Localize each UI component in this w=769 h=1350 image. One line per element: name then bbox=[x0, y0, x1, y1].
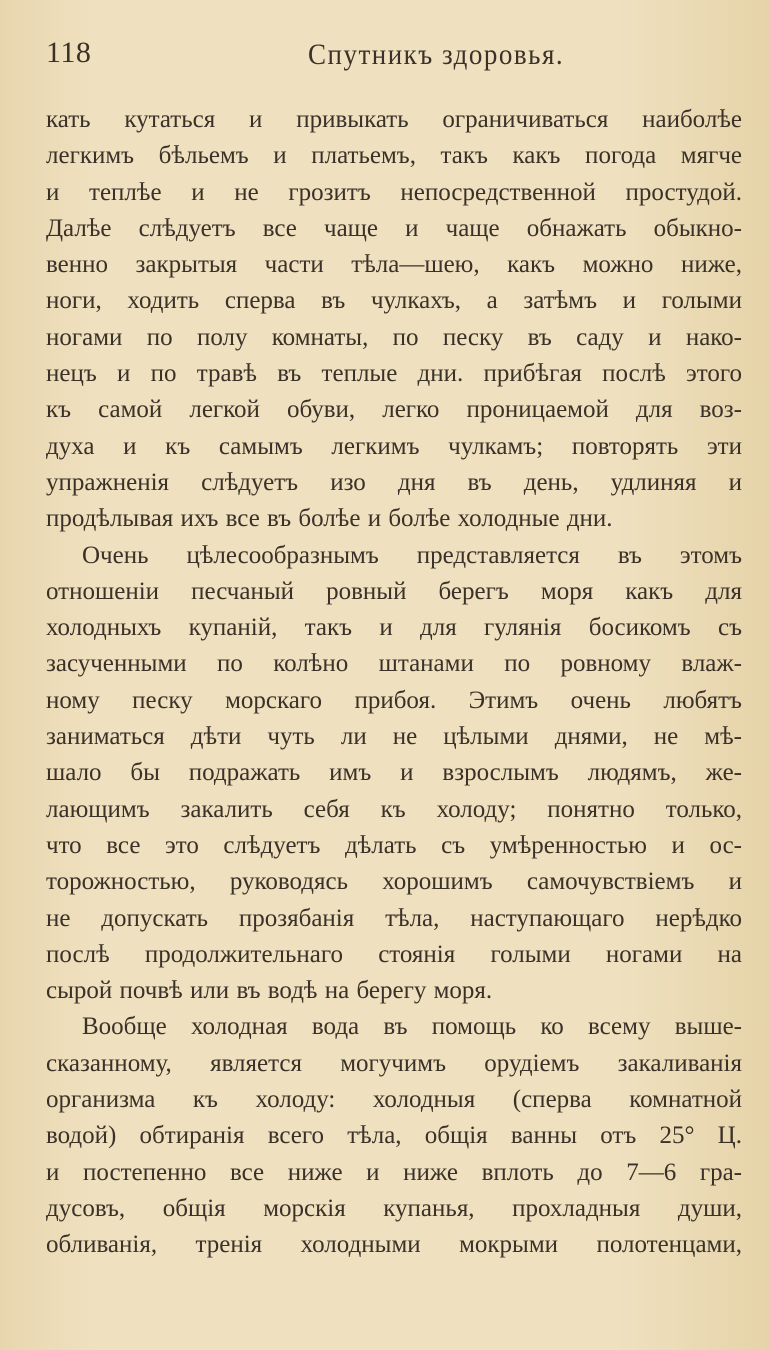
text-line: къ самой легкой обуви, легко проницаемой для воз- bbox=[46, 396, 742, 424]
text-line: не допускать прозябанія тѣла, наступающаго нерѣдко bbox=[46, 904, 742, 932]
text-line: шало бы подражать имъ и взрослымъ людямъ, же- bbox=[46, 759, 742, 787]
text-line: обливанія, тренія холодными мокрыми полотенцами, bbox=[46, 1231, 742, 1259]
paragraph-start-line: Очень цѣлесообразнымъ представляется въ этомъ bbox=[82, 541, 742, 569]
page-number: 118 bbox=[46, 36, 92, 69]
text-line: что все это слѣдуетъ дѣлать съ умѣренностью и ос- bbox=[46, 831, 742, 859]
text-line: отношеніи песчаный ровный берегъ моря какъ для bbox=[46, 577, 742, 605]
text-line: упражненія слѣдуетъ изо дня въ день, удлиняя и bbox=[46, 468, 742, 496]
text-line: ному песку морскаго прибоя. Этимъ очень любятъ bbox=[46, 686, 742, 714]
text-line: холодныхъ купаній, такъ и для гулянія босикомъ съ bbox=[46, 614, 742, 642]
text-line: духа и къ самымъ легкимъ чулкамъ; повторять эти bbox=[46, 432, 742, 460]
text-line: нецъ и по травѣ въ теплые дни. прибѣгая послѣ этого bbox=[46, 360, 742, 388]
text-line: продѣлывая ихъ все въ болѣе и болѣе холодные дни. bbox=[46, 505, 613, 533]
text-line: торожностью, руководясь хорошимъ самочувствіемъ и bbox=[46, 868, 742, 896]
text-line: и теплѣе и не грозитъ непосредственной простудой. bbox=[46, 178, 742, 206]
text-line: сырой почвѣ или въ водѣ на берегу моря. bbox=[46, 977, 493, 1005]
text-line: сказанному, является могучимъ орудіемъ закаливанія bbox=[46, 1049, 742, 1077]
text-line: кать кутаться и привыкать ограничиваться наиболѣе bbox=[46, 106, 742, 133]
text-line: послѣ продолжительнаго стоянія голыми ногами на bbox=[46, 940, 742, 968]
text-line: ноги, ходить сперва въ чулкахъ, а затѣмъ и голыми bbox=[46, 287, 742, 315]
text-line: легкимъ бѣльемъ и платьемъ, такъ какъ погода мягче bbox=[46, 142, 742, 170]
body-text bbox=[46, 102, 742, 1264]
text-line: лающимъ закалить себя къ холоду; понятно только, bbox=[46, 795, 742, 823]
text-line: венно закрытыя части тѣла—шею, какъ можно ниже, bbox=[46, 251, 742, 279]
text-line: заниматься дѣти чуть ли не цѣлыми днями, не мѣ- bbox=[46, 723, 742, 751]
running-title: Спутникъ здоровья. bbox=[308, 38, 565, 71]
page-header bbox=[46, 36, 729, 76]
text-line: организма къ холоду: холодныя (сперва комнатной bbox=[46, 1086, 742, 1114]
text-line: засученными по колѣно штанами по ровному влаж- bbox=[46, 650, 742, 678]
text-line: и постепенно все ниже и ниже вплоть до 7—6 гра- bbox=[46, 1158, 742, 1186]
text-line: водой) обтиранія всего тѣла, общія ванны отъ 25° Ц. bbox=[46, 1122, 742, 1150]
text-line: дусовъ, общія морскія купанья, прохладныя души, bbox=[46, 1194, 742, 1222]
text-line: ногами по полу комнаты, по песку въ саду и нако- bbox=[46, 323, 742, 351]
paragraph-start-line: Вообще холодная вода въ помощь ко всему выше- bbox=[82, 1013, 742, 1041]
text-line: Далѣе слѣдуетъ все чаще и чаще обнажать обыкно- bbox=[46, 214, 742, 242]
